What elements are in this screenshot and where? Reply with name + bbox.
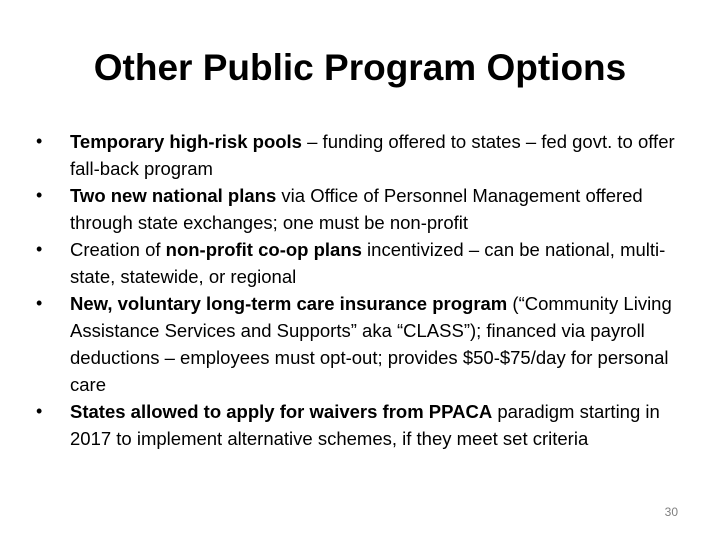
slide-title: Other Public Program Options (93, 47, 627, 88)
bullet-item-long-term-care (36, 290, 686, 398)
bullet-icon: • (36, 401, 43, 421)
bullet-text: (“Community Living Assistance Services and Supports” aka “CLASS”); financed via payroll deductions – employees must opt-out; provides $50-$75/day for personal care (70, 293, 672, 395)
bullet-list (36, 128, 686, 452)
bullet-item-state-waivers (36, 398, 686, 452)
bullet-text: via Office of Personnel Management offered through state exchanges; one must be non-profit (70, 185, 643, 233)
bullet-text-bold: New, voluntary long-term care insurance program (70, 293, 508, 314)
bullet-item-high-risk-pools (36, 128, 686, 182)
bullet-item-co-op-plans (36, 236, 686, 290)
bullet-icon: • (36, 131, 43, 151)
bullet-text: – funding offered to states – fed govt. to offer fall-back program (70, 131, 675, 179)
bullet-icon: • (36, 185, 43, 205)
bullet-icon: • (36, 293, 43, 313)
bullet-item-national-plans (36, 182, 686, 236)
bullet-text-bold: States allowed to apply for waivers from PPACA (70, 401, 493, 422)
bullet-text-bold: Two new national plans (70, 185, 277, 206)
bullet-text-bold: Temporary high-risk pools (70, 131, 302, 152)
bullet-icon: • (36, 239, 43, 259)
bullet-text: paradigm starting in 2017 to implement alternative schemes, if they meet set criteria (70, 401, 660, 449)
bullet-text: Creation of (70, 239, 166, 260)
page-number: 30 (664, 505, 678, 519)
bullet-text-bold: non-profit co-op plans (165, 239, 362, 260)
bullet-text: incentivized – can be national, multi-state, statewide, or regional (70, 239, 666, 287)
